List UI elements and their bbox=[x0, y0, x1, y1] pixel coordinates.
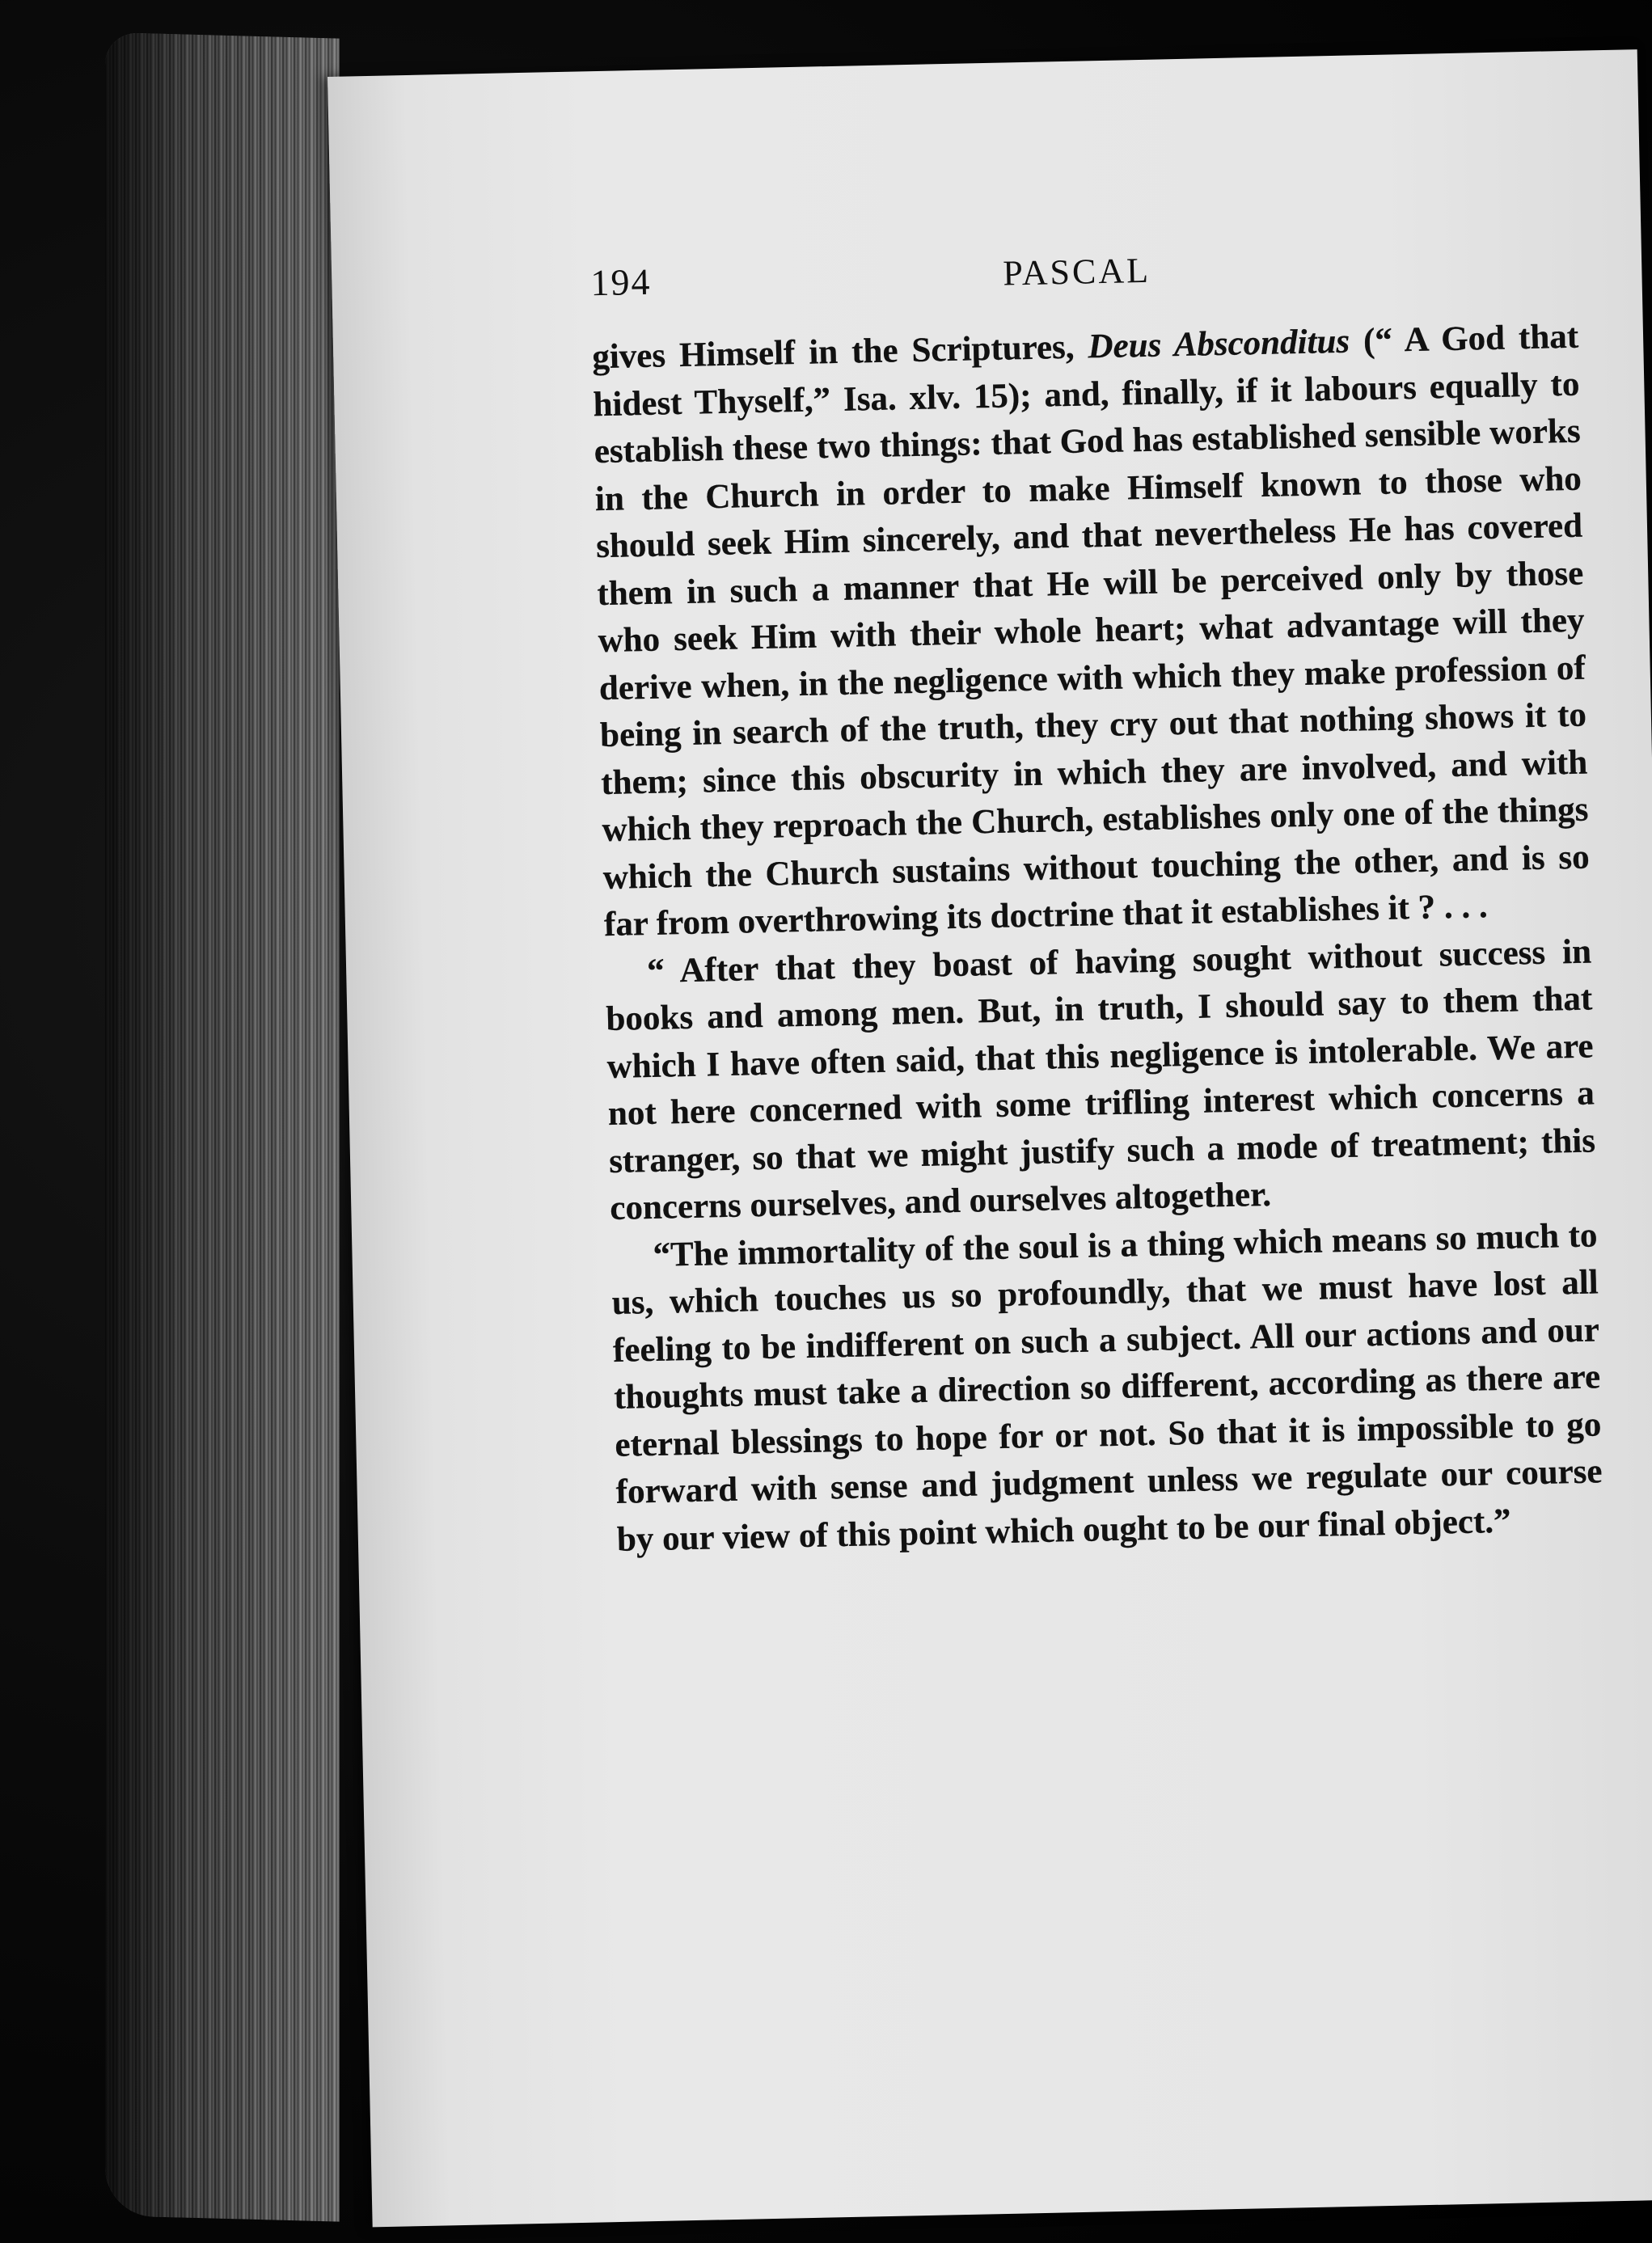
paragraph-3 bbox=[611, 1212, 1603, 1564]
running-title: PASCAL bbox=[1002, 250, 1151, 294]
paragraph-1-text-a: gives Himself in the Scriptures, bbox=[591, 327, 1088, 377]
paragraph-1 bbox=[592, 314, 1591, 949]
book-page bbox=[327, 49, 1652, 2227]
paragraph-3-text: “The immortality of the soul is a thing which means so much to us, which touches us so profoundly, that we must have lost all feeling to be indifferent on such a subject. All our actions and our thoughts must take a direction so different, according as there are eternal blessings to hope for or not. So that it is impossible to go forward with sense and judgment unless we regulate our course by our view of this point which ought to be our final object.” bbox=[611, 1215, 1603, 1559]
page-number: 194 bbox=[589, 260, 652, 304]
paragraph-1-italic-phrase: Deus Absconditus bbox=[1088, 322, 1350, 366]
paragraph-1-text-b: (“ A God that hidest Thyself,” Isa. xlv. 15); and, finally, if it labours equally to establish these two things: that God has established sensible works in the Church in order to make Himself known to those who should seek Him sincerely, and that nevertheless He has covered them in such a manner that He will be perceived only by those who seek Him with their whole heart; what advantage will they derive when, in the negligence with which they make profession of being in search of the truth, they cry out that nothing shows it to them; since this obscurity in which they are involved, and with which they reproach the Church, establishes only one of the things which the Church sustains without touching the other, and is so far from overthrowing its doctrine that it establishes it ? . . . bbox=[593, 317, 1591, 944]
page-edges-shadow bbox=[105, 32, 340, 2222]
paragraph-2 bbox=[605, 928, 1597, 1232]
paragraph-2-text: “ After that they boast of having sought without success in books and among men. But, in truth, I should say to them that which I have often said, that this negligence is intolerable. We are not here concerned with some trifling interest which concerns a stranger, so that we might justify such a mode of treatment; this concerns ourselves, and ourselves altogether. bbox=[605, 932, 1596, 1227]
page-text-block bbox=[590, 241, 1603, 1564]
